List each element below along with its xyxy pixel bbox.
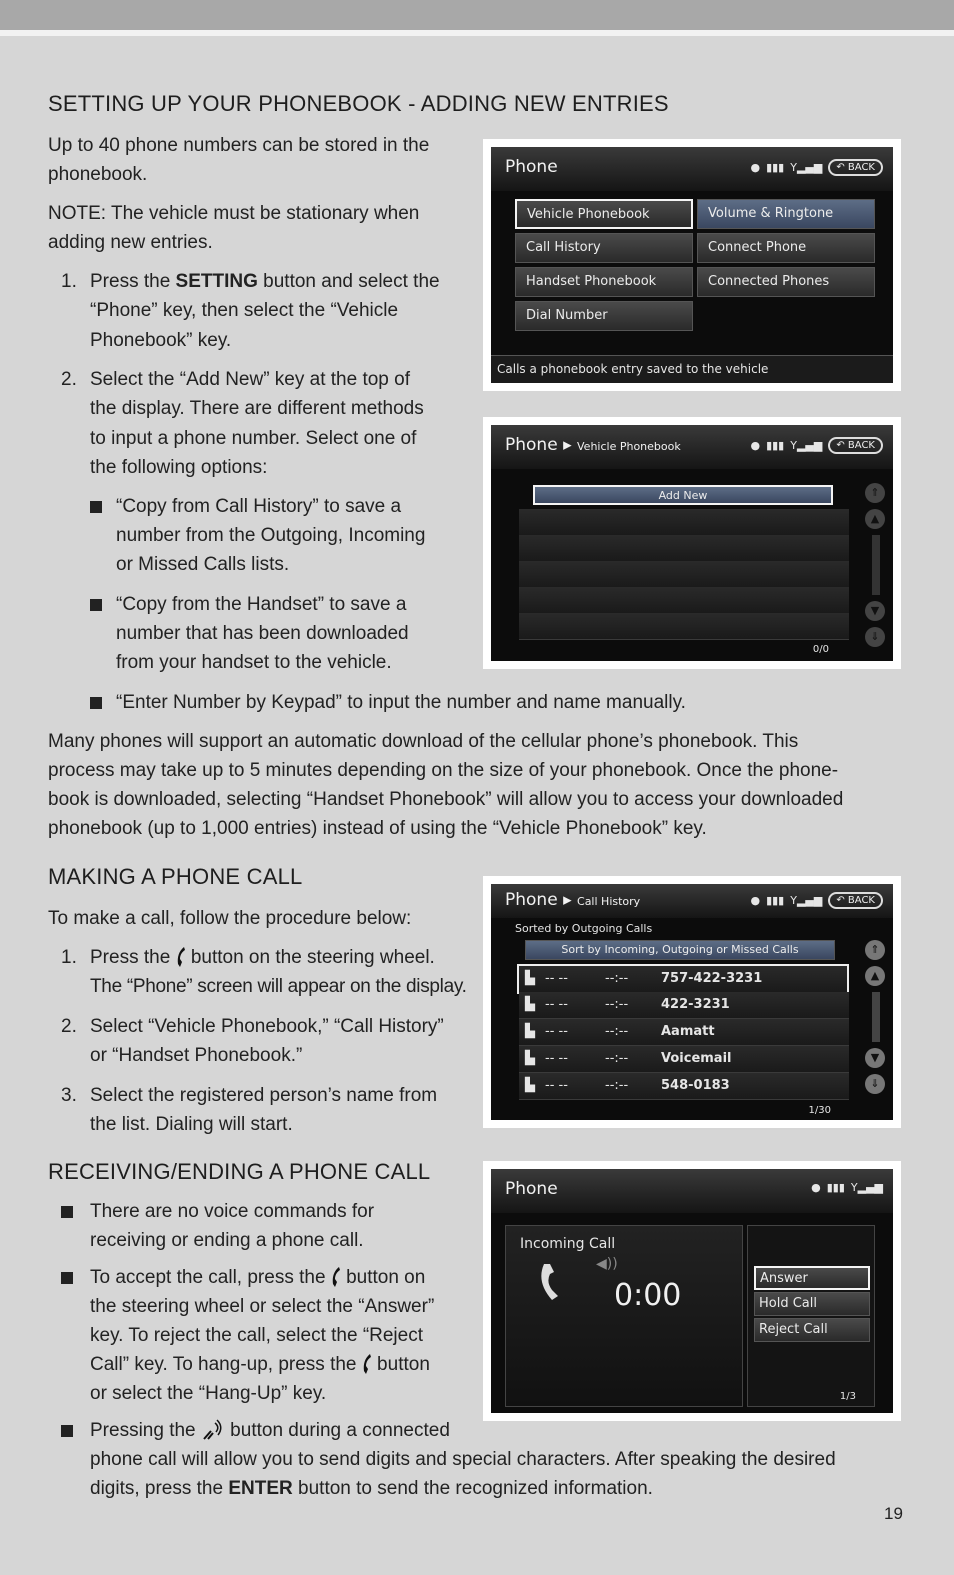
table-row[interactable]: ▙ -- -- --:-- Voicemail	[519, 1046, 849, 1073]
screen-title: Phone	[505, 157, 558, 177]
bullet	[90, 501, 102, 513]
download-para-line-4: phonebook (up to 1,000 entries) instead of using the “Vehicle Phonebook” key.	[48, 818, 707, 839]
talk-status-icon: ●	[750, 161, 761, 174]
call-step-3-number: 3.	[61, 1085, 77, 1106]
step-2-number: 2.	[61, 369, 77, 390]
back-arrow-icon: ↶	[836, 440, 845, 451]
battery-icon: ▮▮▮	[766, 161, 785, 174]
page-number: 19	[884, 1504, 903, 1523]
step-1-line-3: Phonebook” key.	[90, 330, 232, 351]
phone-handset-icon	[536, 1262, 572, 1306]
item-count: 0/0	[812, 644, 829, 655]
option-1-line-3: or Missed Calls lists.	[116, 554, 290, 575]
sort-calls-button[interactable]: Sort by Incoming, Outgoing or Missed Calls	[525, 940, 835, 960]
phone-handset-icon	[362, 1354, 372, 1374]
talk-status-icon: ●	[750, 894, 761, 907]
call-step-2-line-1: Select “Vehicle Phonebook,” “Call History”	[90, 1016, 444, 1037]
call-intro: To make a call, follow the procedure below:	[48, 908, 412, 929]
list-item	[519, 561, 849, 588]
bullet	[90, 697, 102, 709]
scroll-down-icon[interactable]: ▼	[865, 601, 885, 621]
call-history-button[interactable]: Call History	[515, 233, 693, 263]
receive-b3-line-2: phone call will allow you to send digits and special characters. After speaking the desired	[90, 1449, 836, 1470]
hold-call-button[interactable]: Hold Call	[754, 1292, 870, 1316]
phone-handset-icon	[331, 1267, 341, 1287]
section-title-making-call: MAKING A PHONE CALL	[48, 864, 303, 889]
receive-b1-line-1: There are no voice commands for	[90, 1201, 375, 1222]
screen-title: Phone ▸ Call History	[505, 890, 641, 910]
table-row[interactable]: ▙ -- -- --:-- 422-3231	[519, 992, 849, 1019]
table-row[interactable]: ▙ -- -- --:-- Aamatt	[519, 1019, 849, 1046]
list-item	[519, 613, 849, 640]
bullet	[90, 599, 102, 611]
dial-number-button[interactable]: Dial Number	[515, 301, 693, 331]
incoming-call-label: Incoming Call	[520, 1236, 616, 1252]
back-button[interactable]: ↶ BACK	[828, 159, 883, 176]
receive-b2-line-4: Call” key. To hang-up, press the button	[90, 1354, 430, 1375]
add-new-button[interactable]: Add New	[533, 485, 833, 505]
talk-status-icon: ●	[811, 1181, 821, 1194]
answer-button[interactable]: Answer	[754, 1266, 870, 1290]
download-para-line-2: process may take up to 5 minutes depending on the size of your phonebook. Once the phone-	[48, 760, 839, 781]
download-para-line-1: Many phones will support an automatic download of the cellular phone’s phonebook. This	[48, 731, 799, 752]
speaker-icon: ◀))	[596, 1256, 618, 1272]
option-1-line-2: number from the Outgoing, Incoming	[116, 525, 426, 546]
call-actions-panel	[747, 1225, 875, 1407]
receive-b3-line-3: digits, press the ENTER button to send the recognized information.	[90, 1478, 653, 1499]
signal-icon: Y▂▄▆	[790, 161, 823, 174]
option-1-line-1: “Copy from Call History” to save a	[116, 496, 402, 517]
call-step-2-line-2: or “Handset Phonebook.”	[90, 1045, 303, 1066]
call-type-icon: ▙	[525, 1024, 535, 1039]
signal-icon: Y▂▄▆	[790, 439, 823, 452]
receive-b1-line-2: receiving or ending a phone call.	[90, 1230, 364, 1251]
step-1-line-2: “Phone” key, then select the “Vehicle	[90, 300, 399, 321]
option-2-line-3: from your handset to the vehicle.	[116, 652, 392, 673]
option-2-line-2: number that has been downloaded	[116, 623, 409, 644]
connect-phone-button[interactable]: Connect Phone	[697, 233, 875, 263]
battery-icon: ▮▮▮	[766, 439, 785, 452]
phone-handset-icon	[176, 947, 186, 967]
receive-b2-line-5: or select the “Hang-Up” key.	[90, 1383, 327, 1404]
enter-button-label: ENTER	[228, 1478, 293, 1499]
incoming-call-panel	[505, 1225, 743, 1407]
section-title-receiving-call: RECEIVING/ENDING A PHONE CALL	[48, 1159, 431, 1184]
battery-icon: ▮▮▮	[826, 1181, 845, 1194]
call-type-icon: ▙	[525, 1051, 535, 1066]
talk-voice-icon	[201, 1419, 225, 1441]
screen-title: Phone ▸ Vehicle Phonebook	[505, 435, 681, 455]
call-step-1-line-2: The “Phone” screen will appear on the display.	[90, 976, 467, 997]
item-count: 1/30	[808, 1105, 831, 1116]
sort-status: Sorted by Outgoing Calls	[515, 922, 653, 935]
reject-call-button[interactable]: Reject Call	[754, 1318, 870, 1342]
screenshot-call-history	[483, 876, 901, 1128]
intro-line-2: phonebook.	[48, 164, 148, 185]
item-count: 1/3	[839, 1391, 856, 1402]
scroll-up-icon[interactable]: ▲	[865, 509, 885, 529]
scroll-bottom-icon[interactable]: ⇓	[865, 627, 885, 647]
bullet	[61, 1272, 73, 1284]
step-2-line-3: to input a phone number. Select one of	[90, 428, 417, 449]
back-arrow-icon: ↶	[836, 162, 845, 173]
call-step-1-number: 1.	[61, 947, 77, 968]
table-row[interactable]: ▙ -- -- --:-- 548-0183	[519, 1073, 849, 1100]
call-type-icon: ▙	[525, 1078, 535, 1093]
receive-b2-line-2: the steering wheel or select the “Answer”	[90, 1296, 435, 1317]
receive-b3-line-1: Pressing the button during a connected	[90, 1420, 450, 1441]
vehicle-phonebook-button[interactable]: Vehicle Phonebook	[515, 199, 693, 229]
scroll-down-icon[interactable]: ▼	[865, 1048, 885, 1068]
screenshot-incoming-call	[483, 1161, 901, 1421]
scrollbar[interactable]	[872, 992, 880, 1042]
bullet	[61, 1425, 73, 1437]
list-item	[519, 509, 849, 536]
screen-title: Phone	[505, 1179, 558, 1199]
scroll-top-icon[interactable]: ⇑	[865, 483, 885, 503]
receive-b2-line-1: To accept the call, press the button on	[90, 1267, 426, 1288]
call-step-3-line-1: Select the registered person’s name from	[90, 1085, 438, 1106]
connected-phones-button[interactable]: Connected Phones	[697, 267, 875, 297]
option-3-line: “Enter Number by Keypad” to input the number and name manually.	[116, 692, 686, 713]
signal-icon: Y▂▄▆	[790, 894, 823, 907]
call-type-icon: ▙	[525, 997, 535, 1012]
list-item	[519, 535, 849, 562]
step-1-number: 1.	[61, 271, 77, 292]
volume-ringtone-button[interactable]: Volume & Ringtone	[697, 199, 875, 229]
list-item	[519, 587, 849, 614]
step-2-line-2: the display. There are different methods	[90, 398, 424, 419]
step-2-line-4: the following options:	[90, 457, 268, 478]
top-band	[0, 0, 954, 30]
scroll-top-icon[interactable]: ⇑	[865, 940, 885, 960]
call-step-1-line-1: Press the button on the steering wheel.	[90, 947, 435, 968]
scrollbar[interactable]	[872, 535, 880, 595]
handset-phonebook-button[interactable]: Handset Phonebook	[515, 267, 693, 297]
scroll-up-icon[interactable]: ▲	[865, 966, 885, 986]
note-line-1: NOTE: The vehicle must be stationary when	[48, 203, 420, 224]
call-step-3-line-2: the list. Dialing will start.	[90, 1114, 293, 1135]
setting-button-label: SETTING	[175, 271, 258, 292]
back-button[interactable]: ↶ BACK	[828, 437, 883, 454]
screenshot-vehicle-phonebook	[483, 417, 901, 669]
scroll-bottom-icon[interactable]: ⇓	[865, 1074, 885, 1094]
talk-status-icon: ●	[750, 439, 761, 452]
receive-b2-line-3: key. To reject the call, select the “Reject	[90, 1325, 424, 1346]
table-row[interactable]: ▙ -- -- --:-- 757-422-3231	[517, 964, 849, 994]
call-type-icon: ▙	[525, 971, 535, 986]
battery-icon: ▮▮▮	[766, 894, 785, 907]
signal-icon: Y▂▄▆	[850, 1181, 883, 1194]
call-timer: 0:00	[614, 1278, 682, 1313]
back-button[interactable]: ↶ BACK	[828, 892, 883, 909]
intro-line-1: Up to 40 phone numbers can be stored in the	[48, 135, 430, 156]
option-2-line-1: “Copy from the Handset” to save a	[116, 594, 407, 615]
call-step-2-number: 2.	[61, 1016, 77, 1037]
section-title-phonebook: SETTING UP YOUR PHONEBOOK - ADDING NEW ENTRIES	[48, 91, 669, 116]
back-arrow-icon: ↶	[836, 895, 845, 906]
note-line-2: adding new entries.	[48, 232, 213, 253]
step-2-line-1: Select the “Add New” key at the top of	[90, 369, 411, 390]
screenshot-phone-menu	[483, 139, 901, 391]
bullet	[61, 1206, 73, 1218]
top-rule	[0, 30, 954, 36]
step-1-line-1: Press the SETTING button and select the	[90, 271, 440, 292]
screen-footer: Calls a phonebook entry saved to the vehicle	[491, 355, 893, 383]
download-para-line-3: book is downloaded, selecting “Handset Phonebook” will allow you to access your downloaded	[48, 789, 844, 810]
